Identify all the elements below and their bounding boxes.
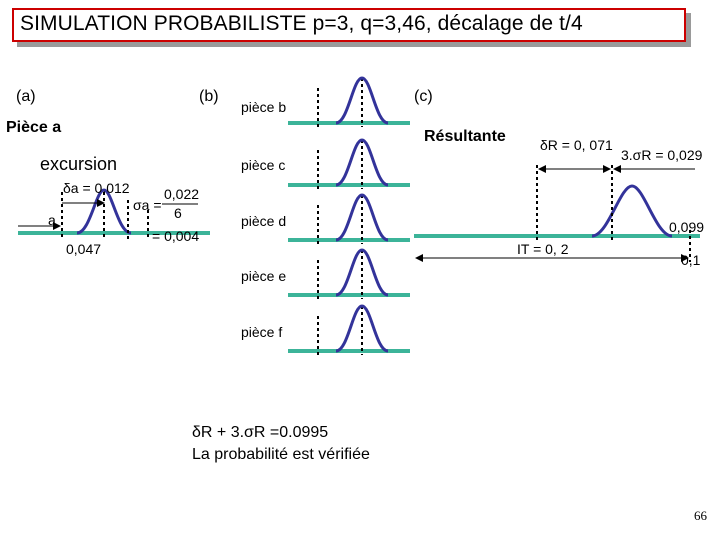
section-b-label: (b) [199, 88, 219, 105]
piece-c [288, 140, 410, 189]
sigma-a-numerator: 0,022 [164, 186, 200, 202]
page-number: 66 [694, 508, 707, 523]
resultante-heading: Résultante [424, 128, 506, 145]
delta-a-label: δa = 0,012 [63, 180, 130, 196]
piece-e [288, 250, 410, 299]
piece-b-label: pièce b [241, 99, 287, 115]
sigma-a-prefix: σa = [133, 197, 162, 213]
sum-value-label: 0,099 [669, 219, 705, 235]
sigma-a-result: = 0,004 [152, 228, 200, 244]
section-c-label: (c) [414, 88, 433, 105]
axis-a-label: a [48, 212, 56, 228]
excursion-label: excursion [40, 154, 118, 174]
sigma-a-denominator: 6 [174, 205, 182, 221]
delta-r-label: δR = 0, 071 [540, 137, 613, 153]
conclusion-line-1: δR + 3.σR =0.0995 [192, 424, 329, 441]
page-title: SIMULATION PROBABILISTE p=3, q=3,46, décalage de t/4 [20, 12, 583, 35]
section-a-label: (a) [16, 88, 36, 105]
piece-e-label: pièce e [241, 268, 287, 284]
piece-d-label: pièce d [241, 213, 287, 229]
resultante-curve [592, 186, 672, 236]
piece-b [288, 78, 410, 127]
piece-d [288, 195, 410, 244]
conclusion-line-2: La probabilité est vérifiée [192, 446, 370, 463]
piece-a-heading: Pièce a [6, 119, 62, 136]
piece-f [288, 306, 410, 355]
piece-f-label: pièce f [241, 324, 283, 340]
piece-c-label: pièce c [241, 157, 286, 173]
it-label: IT = 0, 2 [517, 241, 569, 257]
three-sigma-r-label: 3.σR = 0,029 [621, 147, 703, 163]
total-label: 0,1 [681, 252, 701, 268]
piece-a-tolerance: 0,047 [66, 241, 102, 257]
